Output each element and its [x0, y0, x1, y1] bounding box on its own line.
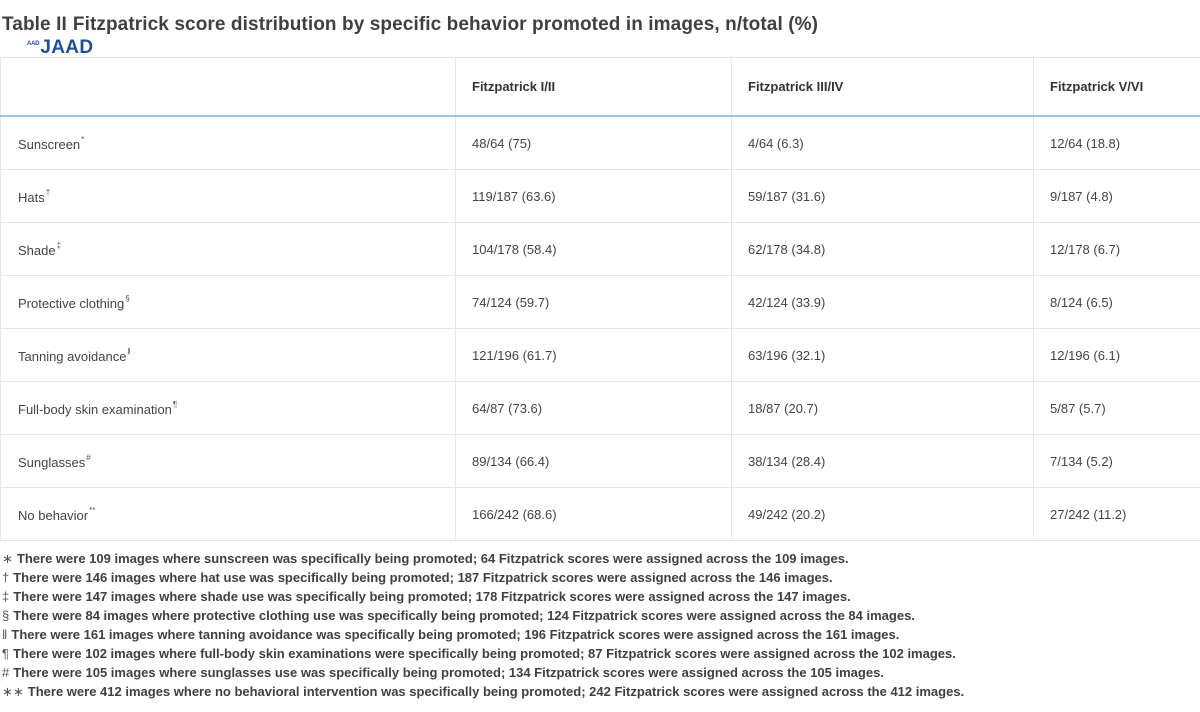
value-cell: 64/87 (73.6)	[456, 382, 732, 435]
row-label-cell	[1, 435, 456, 488]
value-cell: 27/242 (11.2)	[1034, 488, 1200, 541]
table-title-text: Fitzpatrick score distribution by specific behavior promoted in images, n/total (%)	[72, 14, 819, 35]
table-title	[2, 14, 818, 36]
value-cell: 7/134 (5.2)	[1034, 435, 1200, 488]
footnote-mark: #	[86, 452, 91, 462]
footnote-mark: *	[81, 134, 85, 144]
table-number: Table II	[2, 14, 67, 35]
value-cell: 89/134 (66.4)	[456, 435, 732, 488]
footnote-mark: **	[89, 505, 96, 515]
value-cell: 104/178 (58.4)	[456, 223, 732, 276]
header-fitzpatrick-3-4: Fitzpatrick III/IV	[732, 58, 1034, 117]
row-label-cell	[1, 116, 456, 170]
value-cell: 18/87 (20.7)	[732, 382, 1034, 435]
behavior-label: Shade	[18, 242, 56, 258]
footnote-text: There were 102 images where full-body skin examinations were specifically being promoted; 87 Fitzpatrick scores were assigned across the 102 images.	[12, 646, 956, 661]
row-label-cell	[1, 382, 456, 435]
footnote-item	[2, 625, 1198, 644]
footnote-item	[2, 568, 1198, 587]
fitzpatrick-table	[0, 57, 1200, 541]
value-cell: 9/187 (4.8)	[1034, 170, 1200, 223]
footnote-item	[2, 644, 1198, 663]
row-label-cell	[1, 329, 456, 382]
footnote-mark: ¶	[172, 399, 178, 409]
behavior-label: Full-body skin examination	[18, 401, 172, 417]
value-cell: 59/187 (31.6)	[732, 170, 1034, 223]
footnote-text: There were 105 images where sunglasses use was specifically being promoted; 134 Fitzpatrick scores were assigned across the 105 images.	[13, 665, 884, 680]
behavior-label: No behavior	[18, 507, 89, 523]
behavior-label: Tanning avoidance	[18, 348, 127, 364]
value-cell: 12/196 (6.1)	[1034, 329, 1200, 382]
value-cell: 121/196 (61.7)	[456, 329, 732, 382]
footnote-mark: ‡	[56, 240, 62, 250]
data-table-container	[0, 57, 1200, 541]
value-cell: 12/64 (18.8)	[1034, 116, 1200, 170]
row-label-cell	[1, 276, 456, 329]
header-fitzpatrick-1-2: Fitzpatrick I/II	[456, 58, 732, 117]
value-cell: 42/124 (33.9)	[732, 276, 1034, 329]
header-fitzpatrick-5-6: Fitzpatrick V/VI	[1034, 58, 1200, 117]
logo-aad-text: AAD	[27, 41, 40, 47]
row-label-cell	[1, 170, 456, 223]
footnote-text: There were 147 images where shade use was specifically being promoted; 178 Fitzpatrick scores were assigned across the 147 images.	[13, 589, 851, 604]
footnote-symbol: §	[2, 608, 10, 623]
value-cell: 119/187 (63.6)	[456, 170, 732, 223]
footnote-item	[2, 549, 1198, 568]
value-cell: 63/196 (32.1)	[732, 329, 1034, 382]
footnotes-list	[2, 549, 1198, 701]
table-row	[1, 223, 1200, 276]
footnote-item	[2, 682, 1198, 701]
value-cell: 38/134 (28.4)	[732, 435, 1034, 488]
footnote-item	[2, 587, 1198, 606]
value-cell: 12/178 (6.7)	[1034, 223, 1200, 276]
value-cell: 5/87 (5.7)	[1034, 382, 1200, 435]
value-cell: 48/64 (75)	[456, 116, 732, 170]
value-cell: 62/178 (34.8)	[732, 223, 1034, 276]
footnote-symbol: ‖	[2, 627, 8, 642]
table-row	[1, 382, 1200, 435]
footnote-mark: ‖	[127, 346, 131, 356]
footnote-symbol: ∗	[2, 551, 13, 566]
table-row	[1, 435, 1200, 488]
footnote-text: There were 109 images where sunscreen was specifically being promoted; 64 Fitzpatrick scores were assigned across the 109 images.	[16, 551, 849, 566]
footnote-mark: †	[45, 187, 51, 197]
table-header-row	[1, 58, 1200, 117]
logo-jaad-text: JAAD	[40, 37, 94, 58]
behavior-label: Sunglasses	[18, 454, 86, 470]
value-cell: 49/242 (20.2)	[732, 488, 1034, 541]
footnote-symbol: #	[2, 665, 10, 680]
table-row	[1, 329, 1200, 382]
footnote-text: There were 146 images where hat use was specifically being promoted; 187 Fitzpatrick scores were assigned across the 146 images.	[13, 570, 833, 585]
footnote-symbol: ‡	[2, 589, 10, 604]
value-cell: 4/64 (6.3)	[732, 116, 1034, 170]
table-row	[1, 170, 1200, 223]
footnote-item	[2, 663, 1198, 682]
footnote-text: There were 84 images where protective clothing use was specifically being promoted; 124 Fitzpatrick scores were assigned across the 84 images.	[13, 608, 915, 623]
footnote-symbol: ∗∗	[2, 684, 24, 699]
footnote-mark: §	[125, 293, 130, 303]
behavior-label: Protective clothing	[18, 295, 125, 311]
header-behavior	[1, 58, 456, 117]
behavior-label: Sunscreen	[18, 136, 81, 152]
table-row	[1, 276, 1200, 329]
footnote-item	[2, 606, 1198, 625]
row-label-cell	[1, 488, 456, 541]
footnote-symbol: ¶	[2, 646, 9, 661]
table-row	[1, 488, 1200, 541]
behavior-label: Hats	[18, 189, 45, 205]
value-cell: 8/124 (6.5)	[1034, 276, 1200, 329]
row-label-cell	[1, 223, 456, 276]
footnote-text: There were 161 images where tanning avoidance was specifically being promoted; 196 Fitzpatrick scores were assigned across the 161 images.	[11, 627, 900, 642]
footnote-symbol: †	[2, 570, 10, 585]
value-cell: 74/124 (59.7)	[456, 276, 732, 329]
table-row	[1, 116, 1200, 170]
footnote-text: There were 412 images where no behavioral intervention was specifically being promoted; 242 Fitzpatrick scores were assigned across the 412 images.	[27, 684, 965, 699]
value-cell: 166/242 (68.6)	[456, 488, 732, 541]
